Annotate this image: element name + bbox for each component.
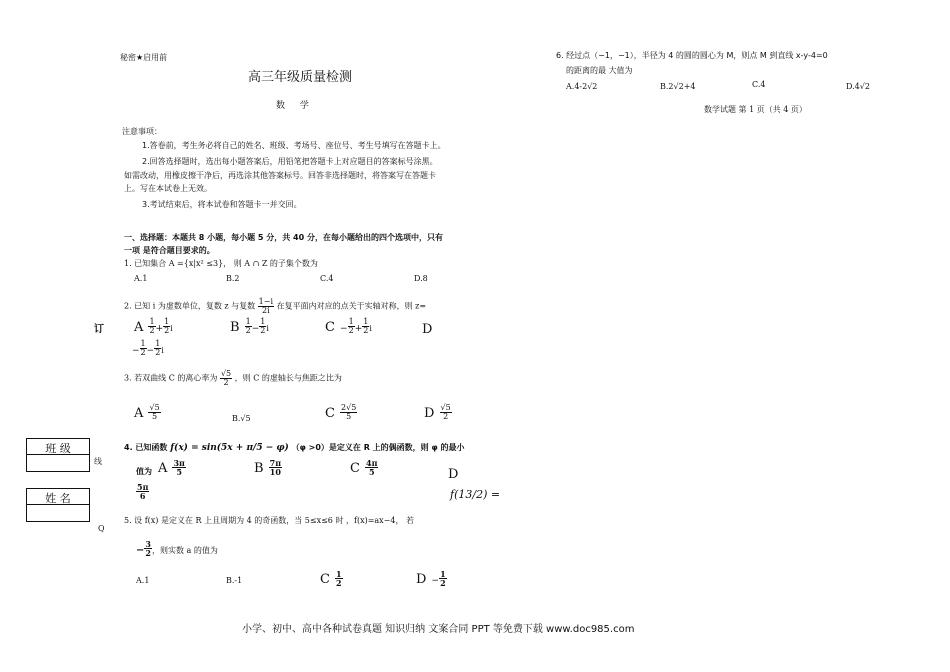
q4-stem-post: （φ >0）是定义在 R 上的偶函数，则 φ 的最小 bbox=[291, 443, 465, 452]
q5-option-c: C $\frac{1}{2}$ bbox=[320, 569, 342, 588]
q5-option-d: D − $\frac{1}{2}$ bbox=[416, 569, 446, 588]
q3-ecc-num: √5 bbox=[220, 369, 232, 378]
q6-stem: 6. 经过点（−1，−1），半径为 4 的圆的圆心为 M，则点 M 到直线 x-y-4=0 bbox=[556, 51, 828, 60]
q2-option-d-expr: − $\frac{1}{2}$ − $\frac{1}{2}$ i bbox=[132, 339, 164, 357]
q5-stem: 5. 设 f(x) 是定义在 R 上且周期为 4 的奇函数，当 5≤x≤6 时 ，f(x)=ax−4， 若 bbox=[124, 516, 415, 525]
note-2a: 2.回答选择题时，选出每小题答案后，用铅笔把答题卡上对应题目的答案标号涂黑。 bbox=[142, 157, 438, 166]
notes-heading: 注意事项： bbox=[122, 127, 162, 136]
q1-stem: 1. 已知集合 A ={x|x² ≤3}， 则 A ∩ Z 的子集个数为 bbox=[124, 259, 318, 268]
q4-option-d: D bbox=[448, 467, 459, 482]
q2-option-c: C − $\frac{1}{2}$ + $\frac{1}{2}$ i bbox=[325, 317, 372, 335]
q5-option-b: B.-1 bbox=[226, 576, 243, 585]
q2-b-letter: B bbox=[230, 320, 240, 335]
q2-c-letter: C bbox=[325, 320, 335, 335]
q3-stem-post: ，则 C 的虚轴长与焦距之比为 bbox=[234, 373, 342, 383]
q1-option-d: D.8 bbox=[414, 274, 428, 283]
q2-stem bbox=[124, 298, 426, 315]
section-1-heading: 一、选择题：本题共 8 小题，每小题 5 分，共 40 分，在每小题给出的四个选项中，只有 bbox=[124, 233, 443, 242]
q2-stem-post: 在复平面内对应的点关于实轴对称，则 z= bbox=[276, 301, 427, 311]
q4-stem-pre: 4. 已知函数 bbox=[124, 443, 168, 452]
binding-mark-ding: 订 bbox=[94, 324, 104, 335]
q4-option-a: A $\frac{3\pi}{5}$ bbox=[158, 458, 185, 477]
class-input-line bbox=[27, 454, 89, 455]
q2-option-a: A $\frac{1}{2}$ + $\frac{1}{2}$ i bbox=[134, 317, 173, 335]
q2-option-d bbox=[422, 318, 432, 337]
note-2c: 上。写在本试卷上无效。 bbox=[124, 184, 212, 193]
note-1: 1.答卷前，考生务必将自己的姓名、班级、考场号、座位号、考生号填写在答题卡上。 bbox=[142, 141, 446, 150]
name-field[interactable] bbox=[26, 488, 90, 522]
page-footer: 数学试题 第 1 页（共 4 页） bbox=[704, 105, 807, 114]
section-1-heading-2: 一项 是符合题目要求的。 bbox=[124, 246, 215, 255]
note-2b: 如需改动，用橡皮擦干净后，再选涂其他答案标号。回答非选择题时，将答案写在答题卡 bbox=[124, 171, 436, 180]
q4-stem bbox=[124, 442, 465, 453]
subject-title: 数 学 bbox=[276, 101, 315, 111]
note-3: 3.考试结束后，将本试卷和答题卡一并交回。 bbox=[142, 200, 302, 209]
q3-option-b: B.√5 bbox=[232, 414, 251, 423]
q6-stem-2: 的距离的最 大值为 bbox=[566, 66, 633, 75]
q3-stem-pre: 3. 若双曲线 C 的离心率为 bbox=[124, 373, 218, 383]
q4-option-b: B $\frac{7\pi}{10}$ bbox=[254, 458, 282, 477]
q4-option-d-expr: $\frac{5\pi}{6}$ bbox=[137, 482, 149, 501]
q4-function: f(x) = sin(5x + π/5 − φ) bbox=[170, 443, 289, 453]
q2-frac-num: 1−i bbox=[258, 297, 274, 306]
q6-option-b: B.2√2+4 bbox=[660, 82, 696, 91]
q6-option-d: D.4√2 bbox=[846, 82, 870, 91]
name-label: 姓 名 bbox=[45, 492, 71, 505]
q3-option-a: A $\frac{√5}{5}$ bbox=[134, 403, 160, 421]
q3-ecc-den: 2 bbox=[223, 378, 229, 387]
q3-stem bbox=[124, 370, 342, 387]
download-banner: 小学、初中、高中各种试卷真题 知识归纳 文案合同 PPT 等免费下载 www.doc985.com bbox=[242, 624, 635, 635]
q5-option-a: A.1 bbox=[136, 576, 150, 585]
q2-frac-den: 2i bbox=[262, 306, 270, 315]
q4-line2: 值为 bbox=[136, 467, 152, 476]
q1-option-b: B.2 bbox=[226, 274, 240, 283]
q6-option-c: C.4 bbox=[752, 80, 766, 89]
secret-label: 秘密★启用前 bbox=[120, 53, 168, 62]
name-input-line bbox=[27, 504, 89, 505]
q4-option-c: C $\frac{4\pi}{5}$ bbox=[350, 458, 378, 477]
exam-title: 高三年级质量检测 bbox=[248, 70, 353, 85]
class-label: 班 级 bbox=[45, 442, 71, 455]
binding-mark-q: Q bbox=[98, 524, 105, 533]
q2-a-letter: A bbox=[134, 320, 144, 335]
q2-fraction bbox=[258, 298, 274, 315]
q1-option-a: A.1 bbox=[134, 274, 148, 283]
q1-option-c: C.4 bbox=[320, 274, 334, 283]
q3-option-c: C $\frac{2√5}{5}$ bbox=[325, 403, 357, 421]
binding-mark-xian: 线 bbox=[94, 457, 102, 466]
class-field[interactable] bbox=[26, 438, 90, 472]
q5-f-expression: f(13/2) = bbox=[450, 488, 501, 501]
q2-d-letter: D bbox=[422, 322, 433, 337]
q2-option-b: B $\frac{1}{2}$ − $\frac{1}{2}$ i bbox=[230, 317, 269, 335]
q2-stem-pre: 2. 已知 i 为虚数单位，复数 z 与复数 bbox=[124, 301, 256, 311]
q3-option-d: D $\frac{√5}{2}$ bbox=[424, 403, 451, 421]
q6-option-a: A.4-2√2 bbox=[566, 82, 598, 91]
q5-line2: − $\frac{3}{2}$ ，则实数 a 的值为 bbox=[136, 539, 218, 558]
